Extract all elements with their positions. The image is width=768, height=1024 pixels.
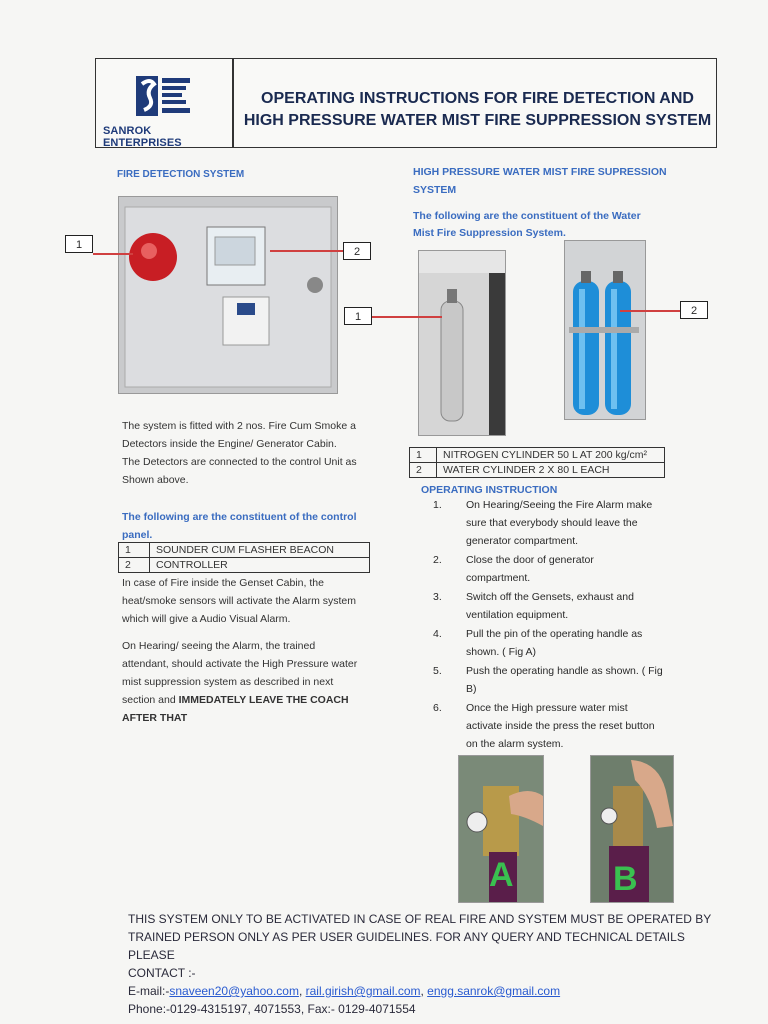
callout-1-arrow xyxy=(93,253,133,255)
callout-2-arrow xyxy=(270,250,343,252)
attendant-instructions: On Hearing/ seeing the Alarm, the trained attendant, should activate the High Pressure water mist suppression system as described in next section and IMMEDATELY LEAVE THE COACH AFTER THAT xyxy=(122,640,358,724)
list-item: 2. Close the door of generator compartment. xyxy=(433,554,594,584)
list-item: 6. Once the High pressure water mist activate inside the press the reset button on the alarm system. xyxy=(433,702,655,750)
operating-steps xyxy=(433,496,723,754)
list-item: 1. On Hearing/Seeing the Fire Alarm make sure that everybody should leave the generator compartment. xyxy=(433,499,653,547)
control-panel-table xyxy=(118,542,370,573)
table-row: 2 CONTROLLER xyxy=(119,558,370,573)
operating-instruction-heading: OPERATING INSTRUCTION xyxy=(421,484,558,496)
control-panel-photo xyxy=(118,196,338,394)
callout-1-beacon: 1 xyxy=(65,235,93,253)
list-item: 5. Push the operating handle as shown. ( Fig B) xyxy=(433,665,663,695)
phone-line: Phone:-0129-4315197, 4071553, Fax:- 0129-4071554 xyxy=(128,1002,416,1016)
suppression-table xyxy=(409,447,665,478)
list-item: 3. Switch off the Gensets, exhaust and ventilation equipment. xyxy=(433,591,634,621)
control-panel-constituent-heading: The following are the constituent of the control panel. xyxy=(122,511,357,541)
footer-notice: THIS SYSTEM ONLY TO BE ACTIVATED IN CASE OF REAL FIRE AND SYSTEM MUST BE OPERATED BY TRAINED PERSON ONLY AS PER USER GUIDELINES. FOR ANY QUERY AND TECHNICAL DETAILS PLEASE CONTACT :- E-mail:-snaveen20@yahoo.com, rail.girish@gmail.com, engg.sanrok@gmail.com Phone:-0129-4315197, 4071553, Fax:- 0129-4071554 xyxy=(128,910,728,1018)
company-name: SANROK ENTERPRISES xyxy=(103,125,182,149)
fig-a-label: A xyxy=(489,856,514,894)
email-line: E-mail:-snaveen20@yahoo.com, rail.girish@gmail.com, engg.sanrok@gmail.com xyxy=(128,984,561,998)
water-cylinders-photo xyxy=(564,240,646,420)
table-row: 1 NITROGEN CYLINDER 50 L AT 200 kg/cm² xyxy=(410,448,665,463)
fig-a-photo xyxy=(458,755,544,903)
title-line-1: OPERATING INSTRUCTIONS FOR FIRE DETECTION AND xyxy=(261,90,694,107)
callout-2-water-arrow xyxy=(620,310,680,312)
email-link-girish[interactable]: rail.girish@gmail.com xyxy=(305,984,421,998)
detection-description: The system is fitted with 2 nos. Fire Cum Smoke a Detectors inside the Engine/ Generator Cabin. The Detectors are connected to the control Unit as Shown above. xyxy=(122,420,357,486)
nitrogen-cylinder-photo xyxy=(418,250,506,436)
callout-1-nitrogen: 1 xyxy=(344,307,372,325)
fire-detection-heading: FIRE DETECTION SYSTEM xyxy=(117,169,245,180)
title-line-2: HIGH PRESSURE WATER MIST FIRE SUPPRESSION SYSTEM xyxy=(243,112,712,129)
email-link-naveen[interactable]: snaveen20@yahoo.com xyxy=(169,984,299,998)
water-mist-heading: HIGH PRESSURE WATER MIST FIRE SUPRESSION SYSTEM xyxy=(413,166,667,196)
document-title xyxy=(240,88,715,132)
water-mist-constituent-heading: The following are the constituent of the Water Mist Fire Suppression System. xyxy=(413,210,641,239)
list-item: 4. Pull the pin of the operating handle as shown. ( Fig A) xyxy=(433,628,643,658)
table-row: 2 WATER CYLINDER 2 X 80 L EACH xyxy=(410,463,665,478)
callout-2-controller: 2 xyxy=(343,242,371,260)
fig-b-label: B xyxy=(613,860,638,898)
fire-alarm-text: In case of Fire inside the Genset Cabin, the heat/smoke sensors will activate the Alarm system which will give a Audio Visual Alarm. xyxy=(122,577,357,625)
sanrok-logo xyxy=(128,72,198,122)
table-row: 1 SOUNDER CUM FLASHER BEACON xyxy=(119,543,370,558)
email-link-sanrok[interactable]: engg.sanrok@gmail.com xyxy=(427,984,561,998)
callout-1-nitrogen-arrow xyxy=(372,316,442,318)
callout-2-water: 2 xyxy=(680,301,708,319)
fig-b-photo xyxy=(590,755,674,903)
leave-coach-warning: IMMEDATELY LEAVE THE COACH xyxy=(178,694,349,706)
